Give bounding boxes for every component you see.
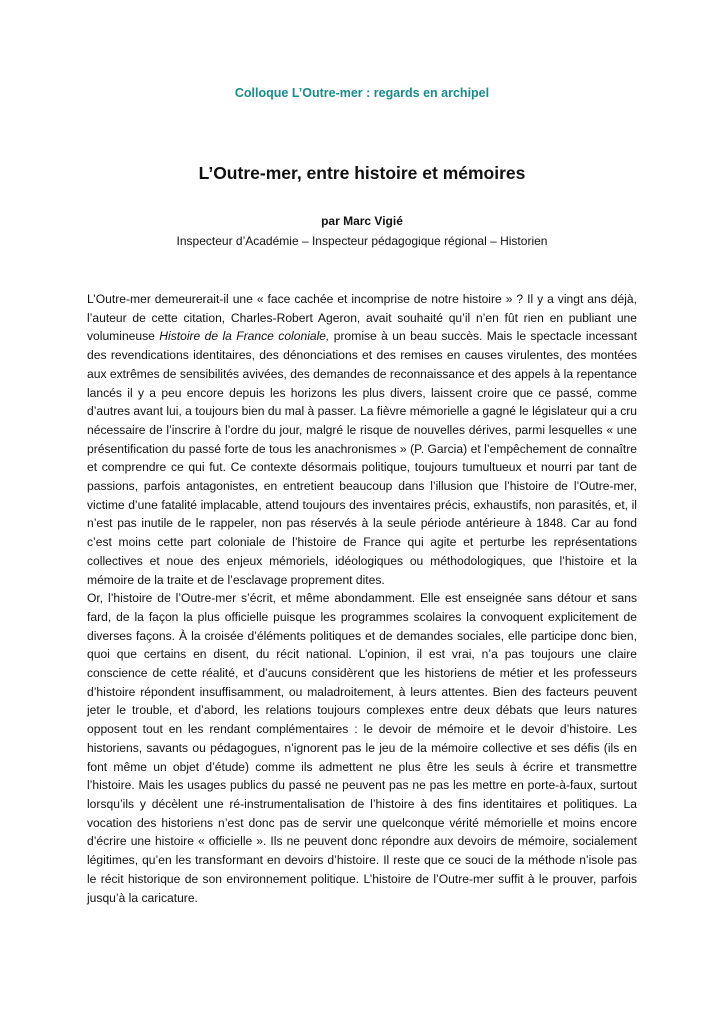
author-line: par Marc Vigié <box>321 214 403 228</box>
author-role: Inspecteur d’Académie – Inspecteur pédagogique régional – Historien <box>176 234 548 248</box>
book-title: Histoire de la France coloniale, <box>159 329 330 344</box>
article-body <box>87 290 637 907</box>
paragraph-1-text-b: promise à un beau succès. Mais le spectacle incessant des revendications identitaires, des dénonciations et des remises en causes virulentes, des montées aux extrêmes de sensibilités avivées, des demandes de reconnaissance et des appels à la repentance lancés il y a peu encore depuis les horizons les plus divers, laissent croire que ce passé, comme d’autres avant lui, a toujours bien du mal à passer. La fièvre mémorielle a gagné le législateur qui a cru nécessaire de l’inscrire à l’ordre du jour, malgré le risque de nouvelles dérives, parmi lesquelles « une présentification du passé forte de tous les anachronismes » (P. Garcia) et l’empêchement de connaître et comprendre ce qui fut. Ce contexte désormais politique, toujours tumultueux et nourri par tant de passions, parfois antagonistes, en entretient beaucoup dans l’illusion que l’histoire de l’Outre-mer, victime d’une fatalité implacable, attend toujours des inventaires précis, exhaustifs, non parasités, et, il n’est pas inutile de le rappeler, non pas réservés à la seule période antérieure à 1848. Car au fond c’est moins cette part coloniale de l’histoire de France qui agite et perturbe les représentations collectives et noue des enjeux mémoriels, idéologiques ou méthodologiques, que l’histoire et la mémoire de la traite et de l’esclavage proprement dites. <box>87 329 637 587</box>
article-title: L’Outre-mer, entre histoire et mémoires <box>198 163 526 183</box>
paragraph-1 <box>87 290 637 589</box>
paragraph-1-text-a: L’Outre-mer demeurerait-il une « face cachée et incomprise de notre histoire » ? Il y a vingt ans déjà, l’auteur de cette citation, Charles-Robert Ageron, avait souhaité qu’il n’en fût rien en publiant une volumineuse <box>87 292 637 344</box>
colloquium-header: Colloque L’Outre-mer : regards en archipel <box>234 86 490 100</box>
paragraph-2: Or, l’histoire de l’Outre-mer s’écrit, et même abondamment. Elle est enseignée sans détour et sans fard, de la façon la plus officielle puisque les programmes scolaires la convoquent explicitement de diverses façons. À la croisée d’éléments politiques et de demandes sociales, elle participe donc bien, quoi que certains en disent, du récit national. L’opinion, il est vrai, n’a pas toujours une claire conscience de cette réalité, et d’aucuns considèrent que les historiens de métier et les professeurs d’histoire répondent insuffisamment, ou maladroitement, à leurs attentes. Bien des facteurs peuvent jeter le trouble, et d’abord, les relations toujours complexes entre deux débats que leurs natures opposent tout en les rendant complémentaires : le devoir de mémoire et le devoir d’histoire. Les historiens, savants ou pédagogues, n’ignorent pas le jeu de la mémoire collective et ses défis (ils en font même un objet d’étude) comme ils admettent ne plus être les seuls à écrire et transmettre l’histoire. Mais les usages publics du passé ne peuvent pas ne pas les mettre en porte-à-faux, surtout lorsqu’ils y décèlent une ré-instrumentalisation de l’histoire à des fins identitaires et politiques. La vocation des historiens n’est donc pas de servir une quelconque vérité mémorielle et moins encore d’écrire une histoire « officielle ». Ils ne peuvent donc répondre aux devoirs de mémoire, socialement légitimes, qu’en les transformant en devoirs d’histoire. Il reste que ce souci de la méthode n’isole pas le récit historique de son environnement politique. L’histoire de l’Outre-mer suffit à le prouver, parfois jusqu’à la caricature. <box>87 591 637 905</box>
